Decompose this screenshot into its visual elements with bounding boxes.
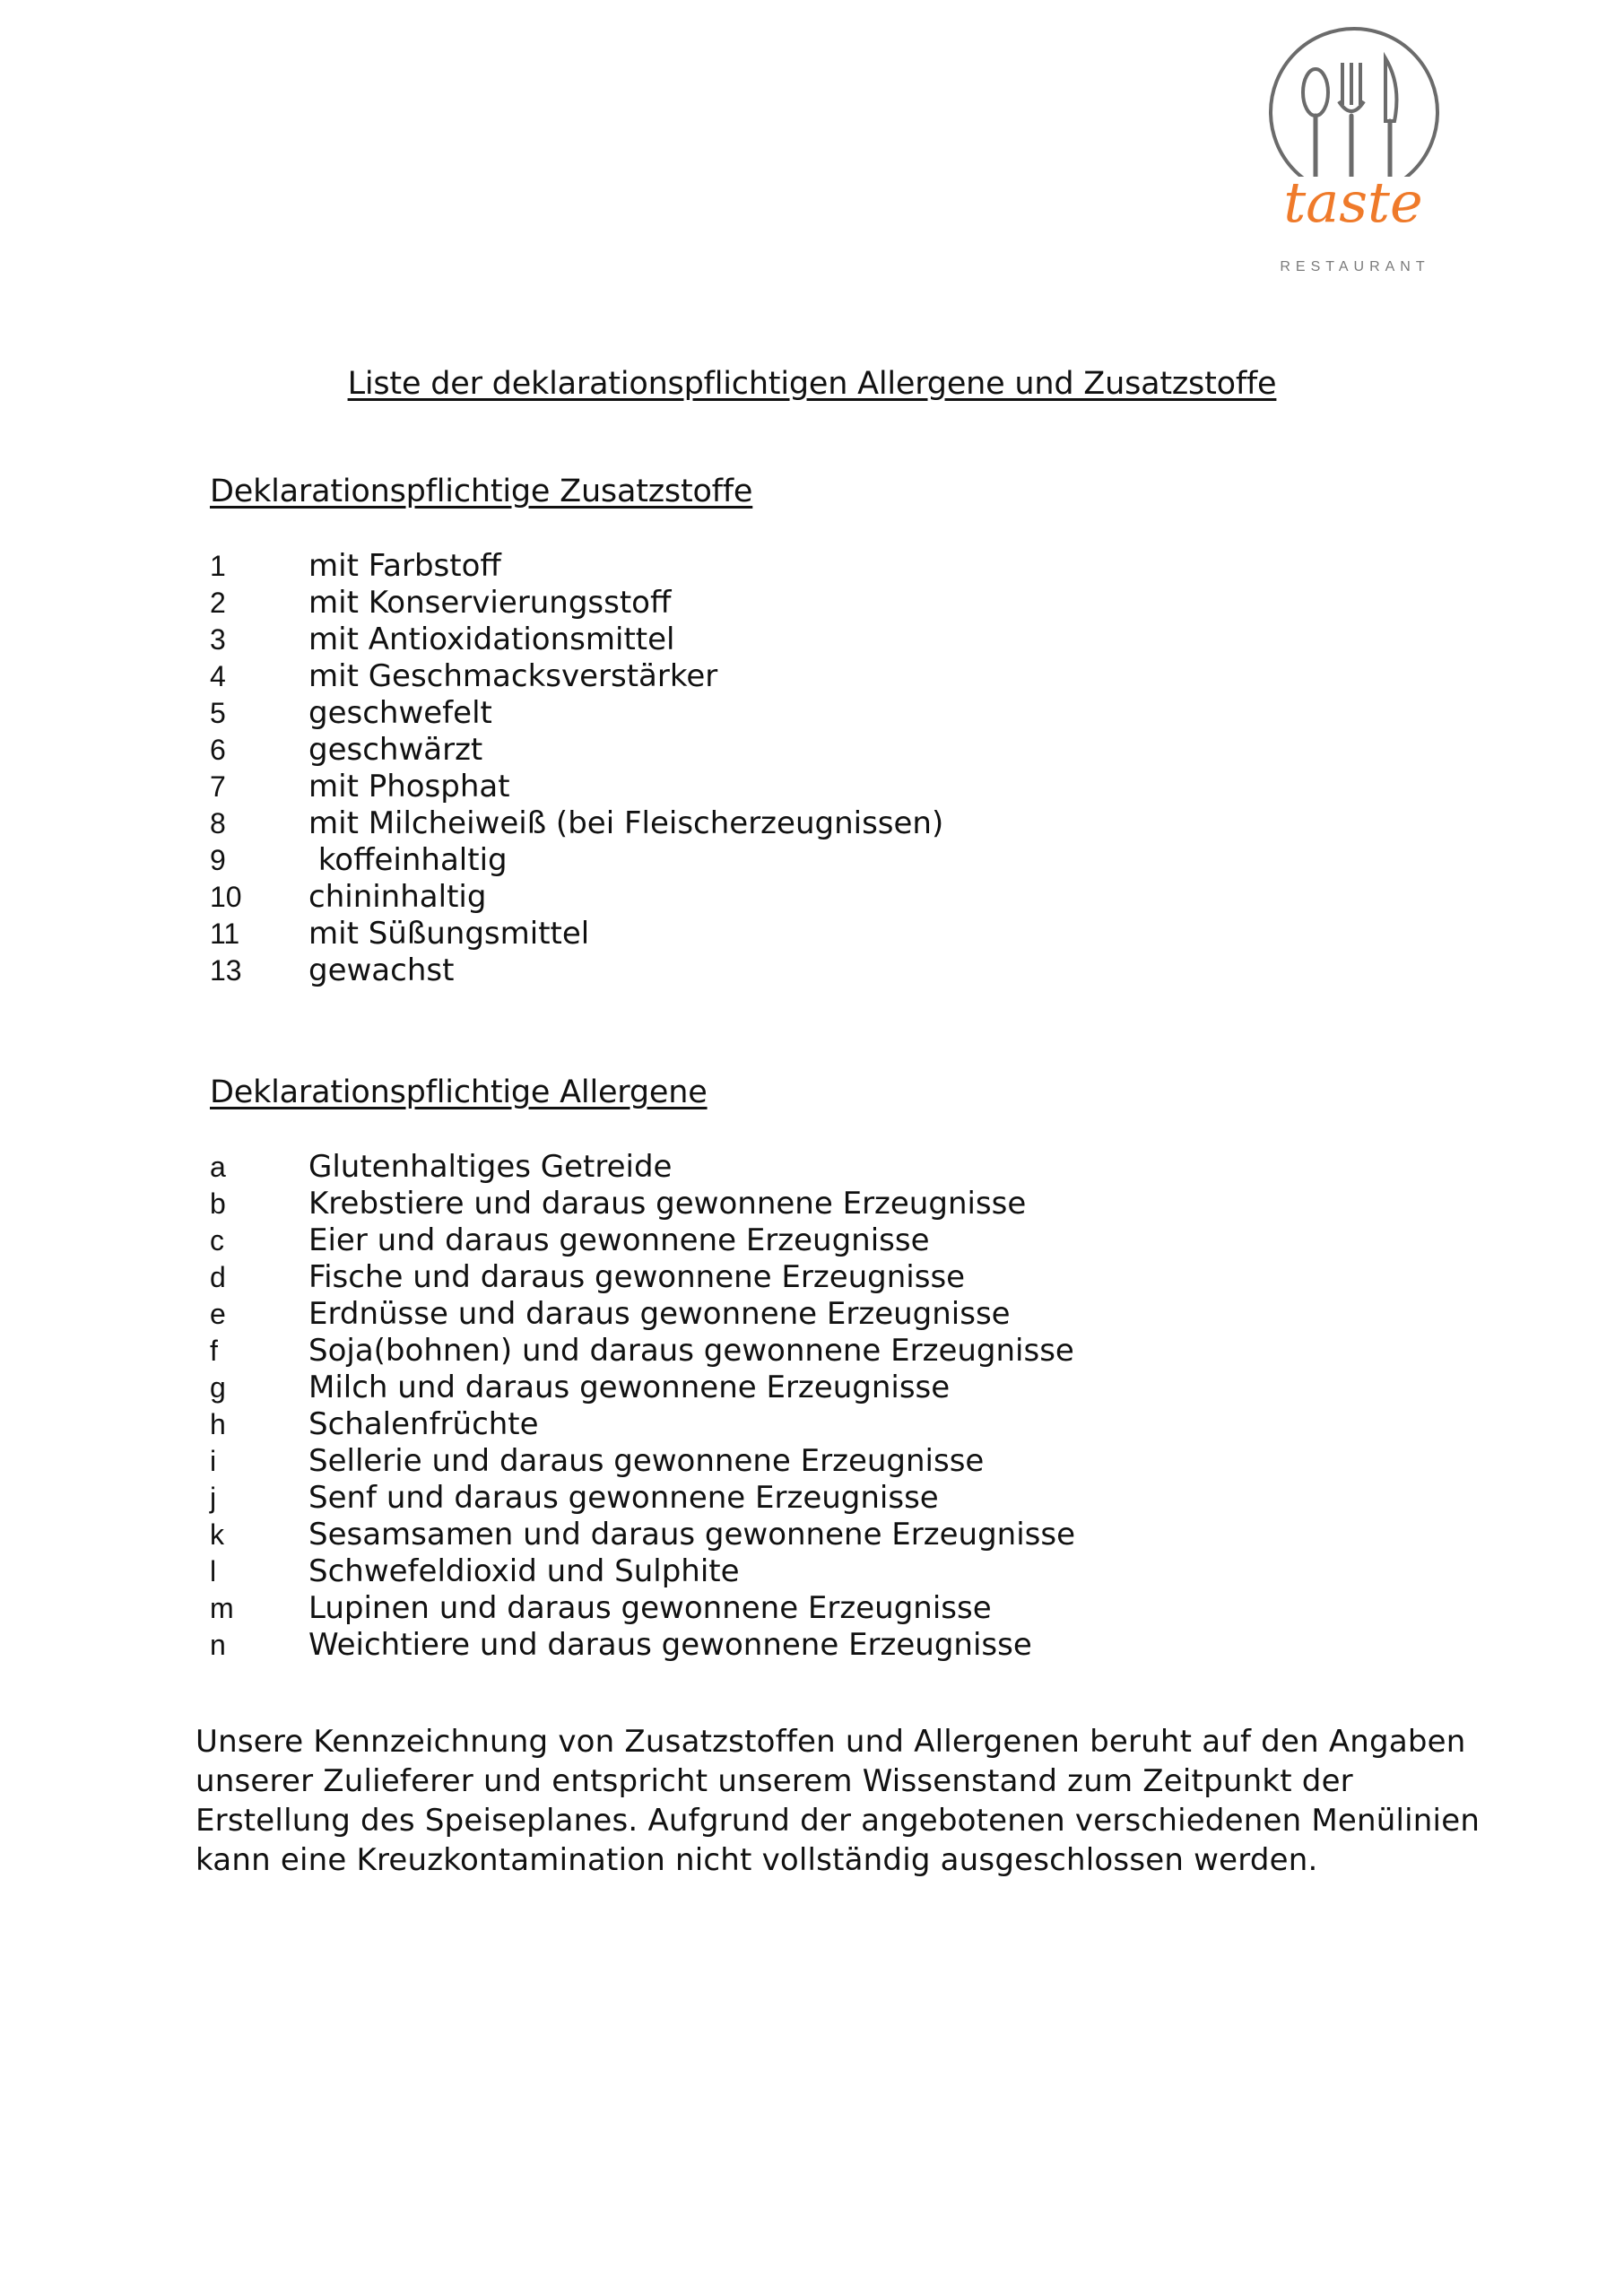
item-label: mit Geschmacksverstärker [308, 658, 718, 694]
item-code: g [210, 1371, 226, 1404]
item-label: Senf und daraus gewonnene Erzeugnisse [308, 1480, 939, 1516]
item-code: m [210, 1592, 234, 1624]
item-label: mit Antioxidationsmittel [308, 622, 675, 657]
item-label: Sellerie und daraus gewonnene Erzeugnisse [308, 1443, 985, 1479]
additives-heading: Deklarationspflichtige Zusatzstoffe [210, 474, 753, 509]
item-code: 3 [210, 623, 226, 656]
item-label: gewachst [308, 952, 455, 988]
item-label: Sesamsamen und daraus gewonnene Erzeugnisse [308, 1517, 1075, 1552]
item-label: Eier und daraus gewonnene Erzeugnisse [308, 1222, 930, 1258]
item-label: mit Süßungsmittel [308, 916, 590, 952]
disclaimer-text: Unsere Kennzeichnung von Zusatzstoffen und Allergenen beruht auf den Angaben unserer Zulieferer und entspricht unserem Wissenstand zum Zeitpunkt der Erstellung des Speiseplanes. Aufgrund der angebotenen verschiedenen Menülinien kann eine Kreuzkontamination nicht vollständig ausgeschlossen werden. [195, 1724, 1481, 1878]
item-code: 7 [210, 770, 226, 803]
item-code: i [210, 1445, 217, 1477]
item-code: 1 [210, 550, 226, 582]
item-code: k [210, 1518, 224, 1551]
item-label: Glutenhaltiges Getreide [308, 1149, 673, 1185]
item-label: geschwefelt [308, 695, 492, 731]
item-code: j [210, 1482, 217, 1514]
item-code: 9 [210, 844, 226, 876]
item-code: 13 [210, 954, 242, 987]
item-code: a [210, 1151, 226, 1183]
cutlery-icon [1260, 22, 1448, 283]
item-code: h [210, 1408, 226, 1440]
restaurant-logo [1260, 22, 1448, 283]
item-code: l [210, 1555, 217, 1587]
item-label: Lupinen und daraus gewonnene Erzeugnisse [308, 1590, 992, 1626]
item-label: Schalenfrüchte [308, 1406, 539, 1442]
item-code: d [210, 1261, 226, 1293]
item-label: mit Farbstoff [308, 548, 501, 584]
item-label: Milch und daraus gewonnene Erzeugnisse [308, 1370, 951, 1405]
item-code: 2 [210, 587, 226, 619]
item-label: Fische und daraus gewonnene Erzeugnisse [308, 1259, 966, 1295]
item-label: geschwärzt [308, 732, 483, 768]
item-label: Schwefeldioxid und Sulphite [308, 1553, 740, 1589]
item-code: 4 [210, 660, 226, 692]
brand-wordmark: taste [1283, 170, 1423, 235]
item-label: mit Konservierungsstoff [308, 585, 672, 621]
item-code: f [210, 1335, 218, 1367]
item-label: chininhaltig [308, 879, 487, 915]
brand-subtitle: RESTAURANT [1280, 259, 1430, 274]
item-label: Soja(bohnen) und daraus gewonnene Erzeugnisse [308, 1333, 1074, 1369]
item-code: 6 [210, 734, 226, 766]
item-label: Krebstiere und daraus gewonnene Erzeugnisse [308, 1186, 1027, 1222]
item-label: mit Milcheiweiß (bei Fleischerzeugnissen) [308, 805, 944, 841]
allergens-heading: Deklarationspflichtige Allergene [210, 1074, 708, 1110]
item-label: koffeinhaltig [308, 842, 508, 878]
item-code: b [210, 1187, 226, 1220]
item-code: n [210, 1629, 226, 1661]
item-label: Erdnüsse und daraus gewonnene Erzeugnisse [308, 1296, 1011, 1332]
item-code: c [210, 1224, 224, 1257]
item-label: mit Phosphat [308, 769, 510, 804]
item-label: Weichtiere und daraus gewonnene Erzeugnisse [308, 1627, 1032, 1663]
item-code: 5 [210, 697, 226, 729]
item-code: e [210, 1298, 226, 1330]
item-code: 11 [210, 918, 240, 950]
item-code: 8 [210, 807, 226, 839]
item-code: 10 [210, 881, 242, 913]
page-title: Liste der deklarationspflichtigen Allergene und Zusatzstoffe [347, 366, 1277, 402]
